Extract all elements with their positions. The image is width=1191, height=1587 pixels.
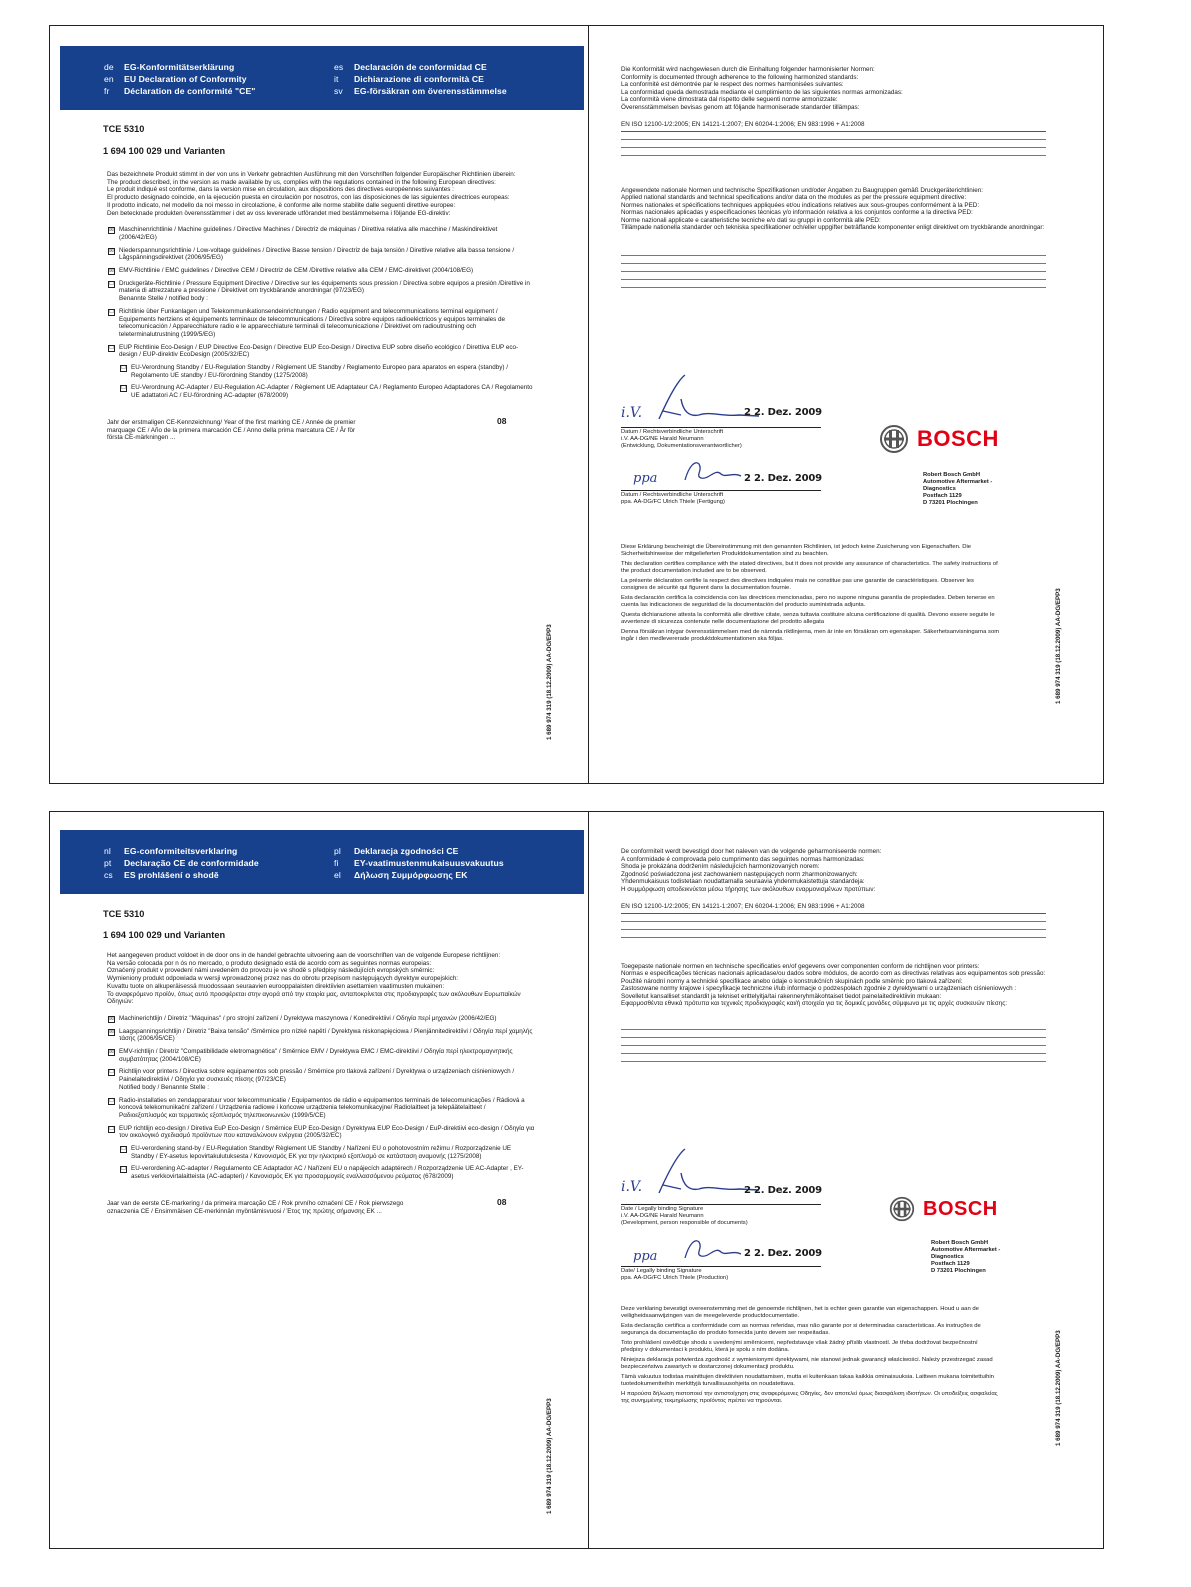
declaration-sheet-1 <box>49 25 1104 784</box>
regulation-item: ☐ EU-Verordnung AC-Adapter / EU-Regulation AC-Adapter / Règlement UE Adaptateur CA / Reglamento Europeo Adaptadores CA / Regolamento UE adattatori AC / EU-förordning AC-adapter (678/2009) <box>121 384 533 400</box>
regulation-item: ☐ EU-Verordnung Standby / EU-Regulation Standby / Règlement UE Standby / Reglamento Europeo para aparatos en espera (standby) / Regolamento UE standby / EU-förordning Standby (1275/2008) <box>121 364 508 379</box>
directive-item: ☒ Maschinenrichtlinie / Machine guidelines / Directive Machines / Directriz de máquinas / Direttiva relativa alle macchine / Maskindirektivet (2006/42/EG) <box>109 226 498 241</box>
signature-caption: Date / Legally binding Signature i.V. AA-DG/NE Harald Neumann (Development, person responsible of documents) <box>621 1204 821 1226</box>
intro-text: Το αναφερόμενο προϊόν, όπως αυτό προσφέρεται στην αγορά από την εταιρία μας, ανταποκρίνεται στις προδιαγραφές των ακόλουθων Ευρωπαϊκών Οδηγιών: <box>107 990 521 1006</box>
declaration-body <box>107 171 535 442</box>
document-number: 1 689 974 319 (18.12.2009) AA-DG/EPP3 <box>546 1398 553 1514</box>
bosch-logo: BOSCH <box>889 1196 998 1222</box>
liability-disclaimer: Deze verklaring bevestigt overeenstemming met de genoemde richtlijnen, het is echter geen garantie van eigenschappen. Houd u aan de veiligheidsaanwijzingen van de meegeleverde productdocumentatie. Esta declaração certifica a conformidade com as normas referidas, mas não garante por si determinadas características. As instruções de segurança da documentação do produto fornecida junto devem ser respeitadas. Toto prohlášení osvědčuje shodu s uvedenými směrnicemi, nepředstavuje však žádný příslib vlastností. Je třeba dodržovat bezpečnostní předpisy v dokumentaci k produktu, která je spolu s ním dodána. Niniejsza deklaracja potwierdza zgodność z wymienionymi dyrektywami, nie stanowi jednak gwarancji właściwości. Należy przestrzegać zasad bezpieczeństwa zawartych w dostarczonej dokumentacji produktu. Tämä vakuutus todistaa mainittujen direktiivien noudattamisen, mutta ei kuitenkaan takaa kaikkia ominaisuuksia. Laitteen mukana toimitettuihin tuotedokumentteihin merkittyjä turvallisuusohjeita on noudatettava. Η παρούσα δήλωση πιστοποιεί την αντιστοίχηση στις αναφερόμενες Οδηγίες, δεν αποτελεί όμως διασφάλιση ιδιοτήτων. Οι υποδείξεις ασφαλείας της συνημμένης τεκμηρίωσης προϊόντος πρέπει να τηρούνται. <box>621 1306 998 1404</box>
intro-text: Il prodotto indicato, nel modello da noi messo in circolazione, è conforme alle norme stabilite dalle seguenti direttive europee: <box>107 201 456 209</box>
directive-item: ☒ Laagspanningsrichtlijn / Diretriz "Baixa tensão" /Směrnice pro nízké napětí / Dyrektywa niskonapięciowa / Pienjännitedirektiivi / Οδηγία περί χαμηλής τάσης (2006/95/CE) <box>109 1027 533 1043</box>
left-page <box>50 812 588 1548</box>
first-ce-marking-label: Jahr der erstmaligen CE-Kennzeichnung/ Year of the first marking CE / Année de premier marquage CE / Año de la primera marcación CE / Anno della prima marcatura CE / År för första CE-märkningen ... <box>107 418 356 442</box>
directive-item: ☒ Machinerichtlijn / Diretriz "Máquinas" / pro strojní zařízení / Dyrektywa maszynowa / Konedirektiivi / Οδηγία περί μηχανών (2006/42/EG) <box>109 1014 497 1022</box>
intro-text: Das bezeichnete Produkt stimmt in der von uns in Verkehr gebrachten Ausführung mit den Vorschriften folgender Europäischer Richtlinien überein: <box>107 171 516 178</box>
directive-item: ☐ Druckgeräte-Richtlinie / Pressure Equipment Directive / Directive sur les équipements sous pression / Directiva sobre equipos a presión /Direttive in materia di attrezzature a pressione / Direktivet om tryckbärande anordningar (97/23/EG) Benannte Stelle / notified body : <box>109 279 530 303</box>
signature-thiele <box>629 1236 759 1266</box>
signature-date: 2 2. Dez. 2009 <box>744 473 822 484</box>
unchecked-checkbox: ☐ <box>121 365 126 372</box>
intro-text: Wymieniony produkt odpowiada w wersji wprowadzonej przez nas do obrotu przepisom następujących dyrektyw europejskich: <box>107 975 458 983</box>
first-ce-marking-row <box>107 415 535 442</box>
banner-title: el Δήλωση Συμμόρφωσης ΕΚ <box>334 870 468 880</box>
bosch-logo: BOSCH <box>879 424 999 454</box>
signature-date: 2 2. Dez. 2009 <box>744 1185 822 1196</box>
first-ce-marking-year: 08 <box>497 415 507 426</box>
directive-item: ☒ EMV-Richtlinie / EMC guidelines / Directive CEM / Directriz de CEM /Direttive relative alla CEM / EMC-direktivet (2004/108/EG) <box>109 267 474 275</box>
first-ce-marking-year: 08 <box>497 1196 507 1207</box>
product-model: TCE 5310 <box>103 124 145 134</box>
unchecked-checkbox: ☐ <box>109 308 114 315</box>
directive-item: ☐ EUP richtlijn eco-design / Diretiva EuP Eco-Design / Směrnice EUP Eco-Design / Dyrektywa EUP Eco-Design / EuP-direktiivi eco-design / Οδηγία για τον οικολογικό σχεδιασμό προϊόντων που καταναλώνουν ενέργεια (2005/32/EC) <box>109 1124 535 1140</box>
regulation-item: ☐ EU-verordening stand-by / EU-Regulation Standby/ Règlement UE Standby / Nařízení EU o pohotovostním režimu / Rozporządzenie UE Standby / EY-asetus lepovirtakulutuksesta / Κανονισμός ΕΚ για την ηλεκτρικό εξοπλισμό σε κατάσταση αναμονής (1275/2008) <box>121 1145 512 1160</box>
declaration-sheet-2 <box>49 811 1104 1549</box>
checked-checkbox: ☒ <box>109 1028 114 1035</box>
signature-caption: Datum / Rechtsverbindliche Unterschrift ppa. AA-DG/FC Ulrich Thiele (Fertigung) <box>621 490 821 506</box>
svg-text:i.V.: i.V. <box>621 405 643 421</box>
signature-caption: Datum / Rechtsverbindliche Unterschrift i.V. AA-DG/NE Harald Neumann (Entwicklung, Dokumentationsverantwortlicher) <box>621 427 821 449</box>
directive-item: ☐ Richtlinie über Funkanlagen und Telekommunikationsendeinrichtungen / Radio equipment and telecommunications terminal equipment / Equipements hertziens et équipements terminaux de telecommunications / Directiva sobre equipos radioeléctricos y equipos terminales de telecomunicación / Apparecchiature radio e le apparecchiature terminali di telecomunicazione / Direktivet om radioutrustning och teleterminalutrustning (1999/5/EG) <box>109 307 506 338</box>
company-address: Robert Bosch GmbH Automotive Aftermarket - Diagnostics Postfach 1129 D 73201 Plochingen <box>923 472 993 506</box>
product-variant: 1 694 100 029 und Varianten <box>103 146 226 156</box>
regulation-item: ☐ EU-verordening AC-adapter / Regulamento CE Adaptador AC / Nařízení EU o napájecích adaptérech / Rozporządzenie UE AC-Adapter , EY-asetus verkkovirtalaitteista (AC-adapteri) / Κανονισμός ΕΚ για προσαρμογείς εναλλασσόμενου ρεύματος (678/2009) <box>121 1165 524 1181</box>
intro-text: Kuvattu tuote on alkuperäisessä muodossaan seuraavien eurooppalaisten direktiivien asettamien vaatimusten mukainen: <box>107 982 445 990</box>
directive-item: ☐ Richtlijn voor printers / Directiva sobre equipamentos sob pressão / Směrnice pro tlaková zařízení / Dyrektywa o urządzeniach ciśnieniowych / Painelaitedirektiivi / Οδηγία για συσκευές πίεσης (97/23/CE) Notified body / Benannte Stelle : <box>109 1068 515 1091</box>
harmonized-standards: EN ISO 12100-1/2:2005; EN 14121-1:2007; EN 60204-1:2006; EN 983:1996 + A1:2008 <box>621 903 1046 914</box>
banner-title: pl Deklaracja zgodności CE <box>334 846 459 856</box>
banner-title: en EU Declaration of Conformity <box>104 74 247 84</box>
directive-item: ☐ Radio-installaties en zendapparatuur voor telecommunicatie / Equipamentos de rádio e equipamentos terminais de telecomunicações / Rádiová a koncová telekomunikační zařízení / Urządzenia radiowe i końcowe urządzenia telekomunikacyjne/ Radiolaitteet ja telepäätelaitteet / Ραδιοεξοπλισμός και τερματικός εξοπλισμός τηλεπικοινωνιών (1999/5/CE) <box>109 1096 525 1119</box>
checked-checkbox: ☒ <box>109 227 114 234</box>
product-model: TCE 5310 <box>103 909 145 919</box>
svg-text:ppa: ppa <box>633 1249 658 1264</box>
right-page <box>589 812 1104 1548</box>
document-number: 1 689 974 319 (18.12.2009) AA-DG/EPP3 <box>546 624 553 740</box>
intro-text: The product described, in the version as made available by us, complies with the regulations contained in the following European directives: <box>107 178 496 186</box>
signature-date: 2 2. Dez. 2009 <box>744 407 822 418</box>
signature-caption: Date/ Legally binding Signature ppa. AA-DG/FC Ulrich Thiele (Production) <box>621 1266 821 1282</box>
intro-text: Le produit indiqué est conforme, dans la version mise en circulation, aux dispositions des directives européennes suivantes : <box>107 186 454 194</box>
intro-text: El producto designado coincide, en la ejecución puesta en circulación por nosotros, con las disposiciones de las siguientes directrices europeas: <box>107 194 510 202</box>
declaration-body <box>107 952 535 1215</box>
bosch-armature-icon <box>879 424 909 454</box>
unchecked-checkbox: ☐ <box>109 280 114 287</box>
signature-neumann <box>619 1147 769 1207</box>
svg-text:i.V.: i.V. <box>621 1179 643 1195</box>
banner-title: sv EG-försäkran om överensstämmelse <box>334 86 507 96</box>
directive-item: ☒ EMV-richtlijn / Diretriz "Compatibilidade eletromagnética" / Směrnice EMV / Dyrektywa EMC / EMC-direktiivi / Οδηγία περί ηλεκτρομαγνητικής συμβατότητας (2004/108/CE) <box>109 1048 513 1063</box>
harmonized-standards: EN ISO 12100-1/2:2005; EN 14121-1:2007; EN 60204-1:2006; EN 983:1996 + A1:2008 <box>621 121 1046 132</box>
document-number: 1 689 974 319 (18.12.2009) AA-DG/EPP3 <box>1055 588 1062 704</box>
banner-title: cs ES prohlášení o shodě <box>104 870 219 880</box>
notified-body-label: Notified body / Benannte Stelle : <box>119 1083 209 1091</box>
unchecked-checkbox: ☐ <box>121 1166 126 1173</box>
product-variant: 1 694 100 029 und Varianten <box>103 930 226 940</box>
directive-item: ☐ EUP Richtlinie Eco-Design / EUP Directive Eco-Design / Directive EUP Eco-Design / Directiva EUP sobre diseño ecológico / Direttiva EUP eco-design / EUP-direktiv EcoDesign (2005/32/EC) <box>109 343 519 359</box>
unchecked-checkbox: ☐ <box>109 1069 114 1076</box>
banner-title: nl EG-conformiteitsverklaring <box>104 846 238 856</box>
banner-title: de EG-Konformitätserklärung <box>104 62 235 72</box>
signature-thiele <box>629 458 759 488</box>
checked-checkbox: ☒ <box>109 1049 114 1056</box>
signature-date: 2 2. Dez. 2009 <box>744 1248 822 1259</box>
intro-text: Den betecknade produkten överensstämmer i det av oss levererade utförandet med bestämmelserna i följande EG-direktiv: <box>107 209 451 217</box>
svg-text:ppa: ppa <box>633 471 658 486</box>
unchecked-checkbox: ☐ <box>109 344 114 351</box>
liability-disclaimer: Diese Erklärung bescheinigt die Übereinstimmung mit den genannten Richtlinien, ist jedoch keine Zusicherung von Eigenschaften. Die Sicherheitshinweise der mitgelieferten Produktdokumentation sind zu beachten. This declaration certifies compliance with the stated directives, but it does not provide any assurance of characteristics. The safety instructions of the product documentation included are to be observed. La présente déclaration certifie la respect des directives indiquées mais ne constitue pas une garantie de caractéristiques. Observer les consignes de sécurité qui figurent dans la documentation fournie. Esta declaración certifica la coincidencia con las directrices mencionadas, pero no supone ninguna garantía de propiedades. Deben tenerse en cuenta las indicaciones de seguridad de la documentación del producto suministrada adjunta. Questa dichiarazione attesta la conformità alle direttive citate, senza tuttavia costituire alcuna certificazione di qualità. Devono essere seguite le avvertenze di sicurezza contenute nelle documentazione del prodotto allegata Denna försäkran intygar överensstämmelsen med de nämnda riktlinjerna, men är inte en försäkran om egenskaper. Säkerhetsanvisningarna som ingår i den medlevererade produktdokumentationen ska följas. <box>621 544 1000 642</box>
unchecked-checkbox: ☐ <box>121 1146 126 1153</box>
first-ce-marking-row <box>107 1196 535 1215</box>
checked-checkbox: ☒ <box>109 1015 114 1022</box>
bosch-armature-icon <box>889 1196 915 1222</box>
checked-checkbox: ☒ <box>109 247 114 254</box>
unchecked-checkbox: ☐ <box>121 385 126 392</box>
notified-body-label: Benannte Stelle / notified body : <box>119 295 208 303</box>
document-number: 1 689 974 319 (18.12.2009) AA-DG/EPP3 <box>1055 1330 1062 1446</box>
checked-checkbox: ☒ <box>109 268 114 275</box>
language-title-banner <box>60 46 584 110</box>
right-page <box>589 26 1104 783</box>
unchecked-checkbox: ☐ <box>109 1097 114 1104</box>
company-address: Robert Bosch GmbH Automotive Aftermarket - Diagnostics Postfach 1129 D 73201 Plochingen <box>931 1240 1001 1274</box>
directive-item: ☒ Niederspannungsrichtlinie / Low-voltage guidelines / Directive Basse tension / Directriz de baja tensión / Direttive relative alla bassa tensione / Lågspänningsdirektivet (2006/95/EG) <box>109 246 515 262</box>
intro-text: Na versão colocada por n ós no mercado, o produto designado está de acordo com as seguintes normas europeias: <box>107 959 432 967</box>
standards-section: Die Konformität wird nachgewiesen durch die Einhaltung folgender harmonisierter Normen: Conformity is documented through adherence to the following harmonized standards: La conformité est démontrée par le respect des normes harmonisées suivantes: La conformidad queda demostrada mediante el cumplimiento de las siguientes normas armonizadas: La conformità viene dimostrata dal rispetto delle seguenti norme armonizzate: Överensstämmelsen bevisas genom att följande harmoniserade standarder tillämpas: EN ISO 12100-1/2:2005; EN 14121-1:2007; EN 60204-1:2006; EN 983:1996 + A1:2008 Angewendete nationale Normen und technische Spezifikationen und/oder Angaben zu Baugruppen gemäß Druckgeräterichtlinien: Applied national standards and technical specifications and/or data on the modules as per the pressure equipment directive: Normes nationales et spécifications techniques appliquées et/ou indications relatives aux sous-groupes conformément à la PED: Normas nacionales aplicadas y especificaciones técnicas y/o información relativa a los conjuntos conforme a la directiva PED: Norme nazionali applicate e caratteristiche tecniche e/o dati su gruppi in conformità alle PED: Tillämpade nationella standarder och tekniska specifikationer och/eller uppgifter beträffande komponenter enligt direktivet om tryckbärande anordningar: <box>621 66 1046 295</box>
left-page <box>50 26 588 783</box>
intro-text: Het aangegeven product voldoet in de door ons in de handel gebrachte uitvoering aan de voorschriften van de volgende Europese richtlijnen: <box>107 952 501 959</box>
banner-title: fi EY-vaatimustenmukaisuusvakuutus <box>334 858 504 868</box>
unchecked-checkbox: ☐ <box>109 1125 114 1132</box>
language-title-banner <box>60 830 584 894</box>
banner-title: pt Declaração CE de conformidade <box>104 858 259 868</box>
banner-title: es Declaración de conformidad CE <box>334 62 487 72</box>
banner-title: it Dichiarazione di conformità CE <box>334 74 485 84</box>
first-ce-marking-label: Jaar van de eerste CE-markering / da primeira marcação CE / Rok prvního označení CE / Rok pierwszego oznaczenia CE / Ensimmäisen CE-merkinnän myöntämisvuosi / Έτος της πρώτης σήμανσης ΕΚ ... <box>107 1199 404 1215</box>
banner-title: fr Déclaration de conformité "CE" <box>104 86 256 96</box>
standards-section: De conformiteit werdt bevestigd door het naleven van de volgende geharmoniseerde normen: A conformidade é comprovada pelo cumprimento das seguintes normas harmonizadas: Shoda je prokázána dodržením následujících harmonizovaných norem: Zgodność poświadczona jest zachowaniem następujących norm zharmonizowanych: Yhdenmukaisuus todistetaan noudattamalla seuraavia yhdenmukaistettuja standardeja: Η συμμόρφωση αποδεικνύεται μέσω τήρησης των ακόλουθων εναρμονισμένων προτύπων: EN ISO 12100-1/2:2005; EN 14121-1:2007; EN 60204-1:2006; EN 983:1996 + A1:2008 Toegepaste nationale normen en technische specificaties en/of gegevens over componenten conform de richtlijnen voor printers: Normas e especificações técnicas nacionais aplicadase/ou dados sobre módulos, de acordo com as directivas relativas aos equipamentos sob pressão: Použité národní normy a technické specifikace anebo údaje o konstrukčních skupinách podle směrnic pro tlaková zařízení: Zastosowane normy krajowe i specyfikacje techniczne i/lub informacje o podzespołach zgodnie z dyrektywami o urządzeniach ciśnieniowych : Sovelletut kansalliset standardit ja tekniset erittelyitja/tai rakenneryhmäkohtaiset tiedot painelaitedirektiivin mukaan: Εφαρμοσθέντα εθνικά πρότυπα και τεχνικές προδιαγραφές και/ή στοιχεία για τις δομικές μονάδες σύμφωνα με τις αρχές συσκευών πίεσης: <box>621 848 1046 1069</box>
intro-text: Označený produkt v provedení námi uvedeném do provozu je ve shodě s předpisy následujících evropských směrnic: <box>107 967 435 975</box>
